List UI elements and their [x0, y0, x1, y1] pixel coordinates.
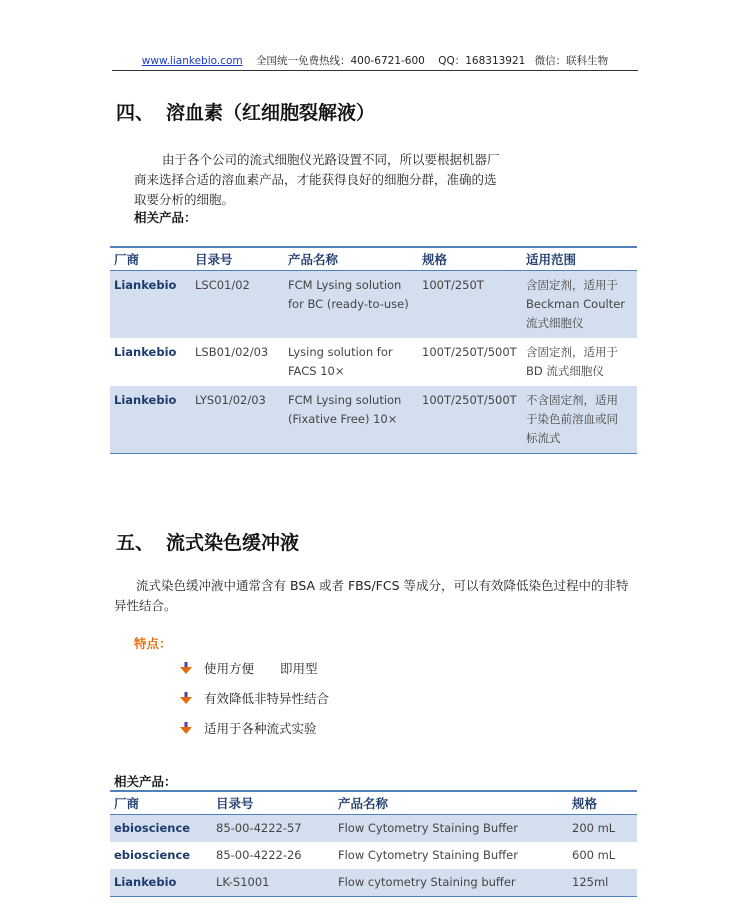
- feature-text: 有效降低非特异性结合: [204, 691, 330, 706]
- table-row: [110, 386, 637, 454]
- feature-item: [180, 659, 318, 677]
- vendor-cell: Liankebio: [110, 271, 191, 339]
- section-4-paragraph: 由于各个公司的流式细胞仪光路设置不同，所以要根据机器厂商来选择合适的溶血素产品，才能获得良好的细胞分群，准确的选取要分析的细胞。: [134, 152, 500, 207]
- col-header-vendor: 厂商: [110, 791, 212, 815]
- section-4-number: 四、: [116, 102, 155, 124]
- col-header-catalog: 目录号: [212, 791, 334, 815]
- col-header-spec: 规格: [418, 247, 522, 271]
- product-name-cell: [284, 271, 418, 339]
- section-4-title: [116, 98, 375, 125]
- section-5-related-label: 相关产品：: [114, 774, 177, 789]
- product-name-line: FACS 10×: [288, 364, 345, 378]
- scope-line: 标流式: [526, 431, 561, 445]
- col-header-vendor: 厂商: [110, 247, 191, 271]
- scope-line: Beckman Coulter: [526, 297, 626, 311]
- scope-line: 流式细胞仪: [526, 316, 584, 330]
- catalog-cell: 85-00-4222-26: [216, 848, 302, 862]
- scope-cell: [522, 386, 637, 454]
- features-label: 特点：: [134, 636, 172, 651]
- col-header-catalog: 目录号: [191, 247, 284, 271]
- qq-text: QQ：168313921: [438, 55, 526, 67]
- feature-extra: 即用型: [280, 661, 318, 676]
- scope-cell: [522, 271, 637, 339]
- section-5-heading: 流式染色缓冲液: [166, 532, 300, 554]
- scope-line: 含固定剂，适用于: [526, 278, 618, 292]
- spec-cell: 100T/250T: [418, 271, 522, 339]
- lysing-products-table: [110, 246, 637, 454]
- section-5-title: [116, 528, 299, 555]
- scope-cell: [522, 338, 637, 386]
- table-row: [110, 338, 637, 386]
- scope-line: 含固定剂，适用于: [526, 345, 618, 359]
- product-name-line: (Fixative Free) 10×: [288, 412, 398, 426]
- table-row: [110, 815, 637, 843]
- product-name-cell: Flow Cytometry Staining Buffer: [334, 815, 568, 843]
- vendor-cell: Liankebio: [114, 345, 177, 359]
- spec-cell: 600 mL: [572, 848, 616, 862]
- table-row: [110, 869, 637, 897]
- hotline-text: 全国统一免费热线：400-6721-600: [255, 55, 425, 67]
- scope-line: 于染色前溶血或同: [526, 412, 618, 426]
- table-row: [110, 842, 637, 869]
- table-row: [110, 271, 637, 339]
- table-header-row: [110, 791, 637, 815]
- product-name-line: FCM Lysing solution: [288, 393, 402, 407]
- vendor-cell: Liankebio: [110, 869, 212, 897]
- staining-buffer-table: [110, 790, 637, 897]
- catalog-cell: 85-00-4222-57: [212, 815, 334, 843]
- section-4-related-label: 相关产品：: [134, 210, 197, 225]
- vendor-cell: ebioscience: [114, 848, 191, 862]
- catalog-cell: LYS01/02/03: [191, 386, 284, 454]
- arrow-bullet-icon: [180, 722, 192, 734]
- section-4-heading: 溶血素（红细胞裂解液）: [166, 102, 376, 124]
- feature-text: 适用于各种流式实验: [204, 721, 317, 736]
- spec-cell: 125ml: [568, 869, 637, 897]
- col-header-product-name: 产品名称: [284, 247, 418, 271]
- page-header: [112, 53, 638, 71]
- catalog-cell: LK-S1001: [212, 869, 334, 897]
- section-5-number: 五、: [116, 532, 155, 554]
- col-header-scope: 适用范围: [522, 247, 637, 271]
- spec-cell: 100T/250T/500T: [418, 386, 522, 454]
- product-name-cell: [284, 338, 418, 386]
- wechat-text: 微信：联科生物: [534, 55, 609, 67]
- product-name-line: for BC (ready-to-use): [288, 297, 409, 311]
- scope-line: BD 流式细胞仪: [526, 364, 604, 378]
- website-link[interactable]: www.liankebio.com: [141, 55, 243, 67]
- arrow-bullet-icon: [180, 662, 192, 674]
- product-name-line: Lysing solution for: [288, 345, 393, 359]
- catalog-cell: LSC01/02: [191, 271, 284, 339]
- product-name-cell: Flow cytometry Staining buffer: [334, 869, 568, 897]
- feature-item: [180, 689, 329, 707]
- spec-cell: 200 mL: [568, 815, 637, 843]
- feature-item: [180, 719, 317, 737]
- arrow-bullet-icon: [180, 692, 192, 704]
- product-name-cell: [284, 386, 418, 454]
- spec-cell: 100T/250T/500T: [422, 345, 517, 359]
- table-header-row: [110, 247, 637, 271]
- catalog-cell: LSB01/02/03: [195, 345, 269, 359]
- scope-line: 不含固定剂，适用: [526, 393, 618, 407]
- product-name-line: FCM Lysing solution: [288, 278, 402, 292]
- vendor-cell: ebioscience: [110, 815, 212, 843]
- section-5-paragraph: 流式染色缓冲液中通常含有 BSA 或者 FBS/FCS 等成分，可以有效降低染色过程中的非特异性结合。: [114, 578, 629, 613]
- feature-text: 使用方便: [204, 661, 255, 676]
- product-name-cell: Flow Cytometry Staining Buffer: [338, 848, 518, 862]
- vendor-cell: Liankebio: [110, 386, 191, 454]
- col-header-spec: 规格: [568, 791, 637, 815]
- col-header-product-name: 产品名称: [334, 791, 568, 815]
